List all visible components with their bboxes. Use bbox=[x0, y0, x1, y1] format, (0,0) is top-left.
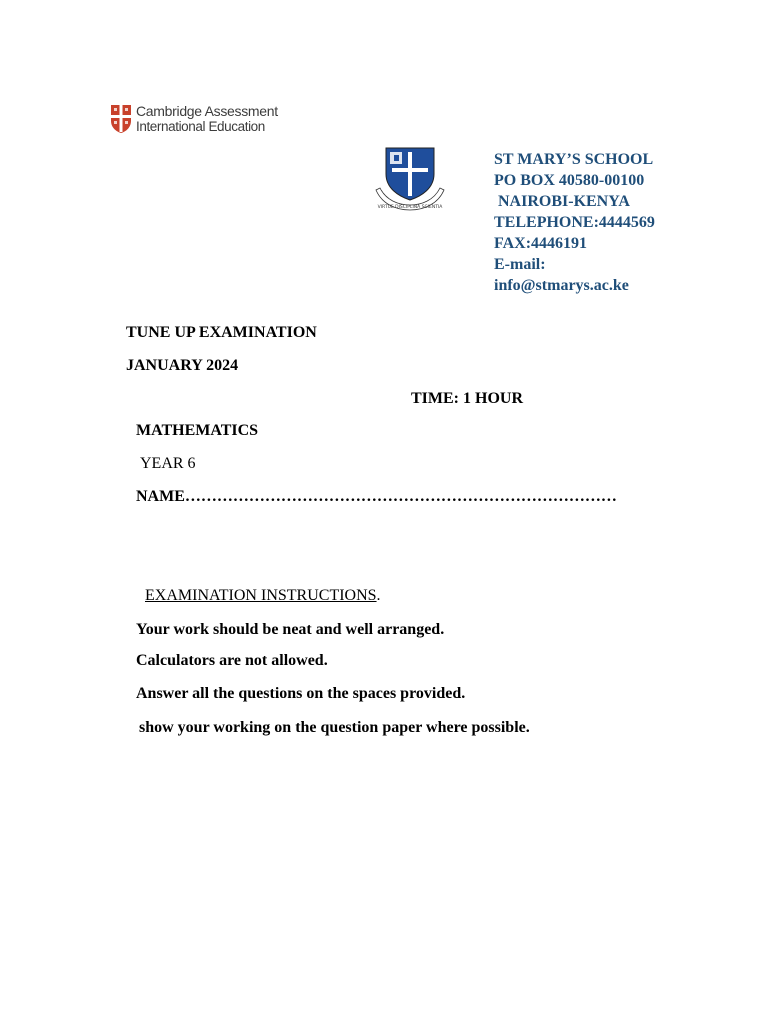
instruction-item: Answer all the questions on the spaces provided. bbox=[136, 685, 466, 702]
instructions-heading-suffix: . bbox=[376, 587, 381, 604]
exam-time: TIME: 1 HOUR bbox=[411, 390, 523, 407]
instruction-item: show your working on the question paper where possible. bbox=[135, 719, 530, 736]
cambridge-shield-icon bbox=[110, 104, 132, 134]
school-email: info@stmarys.ac.ke bbox=[494, 277, 629, 294]
crest-motto: VIRTUE DISCIPLINA SCIENTIA bbox=[377, 205, 443, 210]
school-crest-icon bbox=[372, 146, 448, 216]
instruction-item: Your work should be neat and well arranged. bbox=[136, 621, 445, 638]
school-fax: FAX:4446191 bbox=[494, 235, 588, 252]
instructions-heading bbox=[145, 587, 381, 605]
instruction-item: Calculators are not allowed. bbox=[136, 652, 328, 669]
school-email-label: E-mail: bbox=[494, 256, 546, 273]
student-name-field[interactable]: NAME……………………………………………………………………… bbox=[136, 488, 617, 505]
logo-line-2: International Education bbox=[136, 119, 265, 134]
instructions-heading-text: EXAMINATION INSTRUCTIONS bbox=[145, 587, 377, 604]
school-city: NAIROBI-KENYA bbox=[494, 193, 630, 210]
exam-title: TUNE UP EXAMINATION bbox=[126, 324, 317, 341]
school-name: ST MARY’S SCHOOL bbox=[494, 151, 654, 168]
school-po-box: PO BOX 40580-00100 bbox=[494, 172, 645, 189]
logo-line-1: Cambridge Assessment bbox=[136, 103, 278, 119]
exam-year: YEAR 6 bbox=[140, 455, 196, 472]
school-telephone: TELEPHONE:4444569 bbox=[494, 214, 655, 231]
cambridge-logo-text bbox=[136, 104, 278, 134]
exam-date: JANUARY 2024 bbox=[126, 357, 239, 374]
school-address bbox=[494, 149, 655, 296]
exam-subject: MATHEMATICS bbox=[136, 422, 259, 439]
cambridge-logo bbox=[110, 103, 278, 135]
